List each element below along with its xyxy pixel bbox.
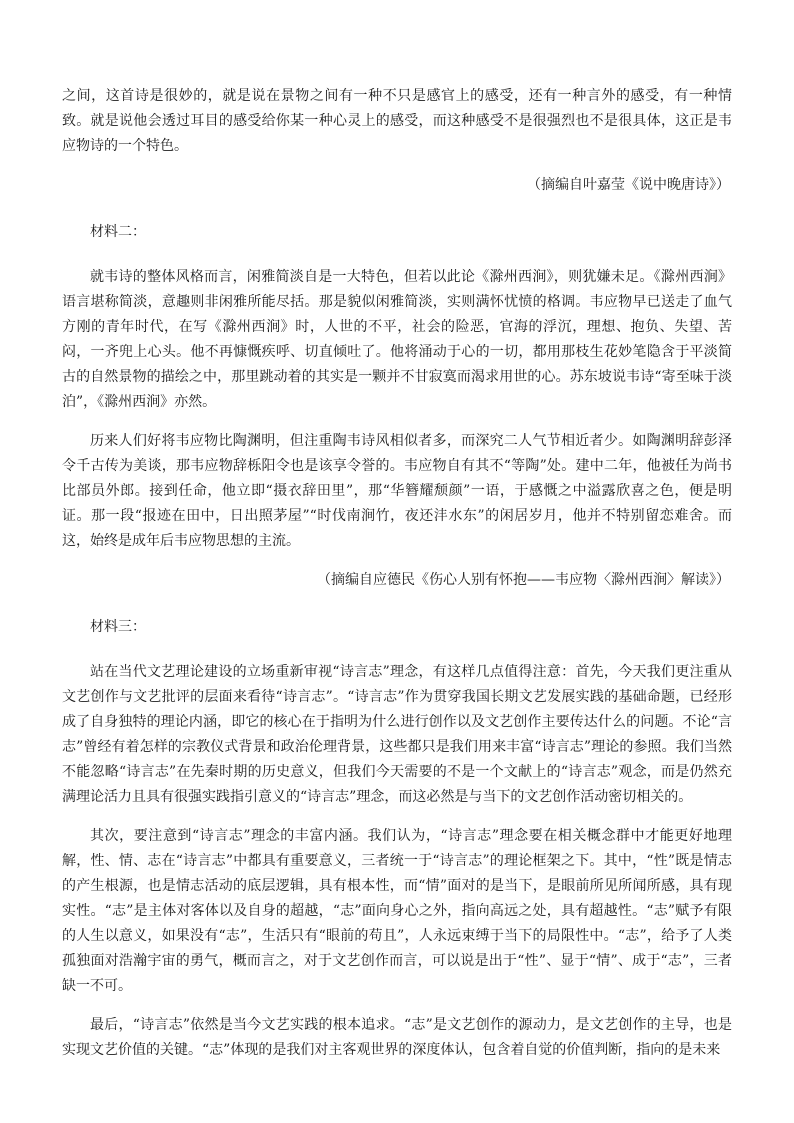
material-two-heading: 材料二：	[90, 224, 146, 240]
paragraph-style-analysis: 就韦诗的整体风格而言，闲雅简淡自是一大特色，但若以此论《滁州西涧》，则犹嫌未足。《滁州西涧》语言堪称简淡，意趣则非闲雅所能尽括。那是貌似闲雅简淡，实则满怀忧愤的格调。韦应物早已送走了血气方刚的青年时代，在写《滁州西涧》时，人世的不平，社会的险恶，官海的浮沉，理想、抱负、失望、苦闷，一齐兜上心头。他不再慷慨疾呼、切直倾吐了。他将涌动于心的一切，都用那枝生花妙笔隐含于平淡简古的自然景物的描绘之中，那里跳动着的其实是一颗并不甘寂寞而渴求用世的心。苏东坡说韦诗“寄至味于淡泊”，《滁州西涧》亦然。	[62, 269, 732, 410]
source-citation-2: （摘编自应德民《伤心人别有怀抱——韦应物〈滁州西涧〉解读》）	[317, 572, 730, 588]
material-three-heading: 材料三：	[90, 619, 146, 635]
paragraph-continuation: 之间，这首诗是很妙的，就是说在景物之间有一种不只是感官上的感受，还有一种言外的感受，有一种情致。就是说他会透过耳目的感受给你某一种心灵上的感受，而这种感受不是很强烈也不是很具体，这正是韦应物诗的一个特色。	[62, 88, 732, 154]
paragraph-final-point: 最后，“诗言志”依然是当今文艺实践的根本追求。“志”是文艺创作的源动力，是文艺创作的主导，也是实现文艺价值的关键。“志”体现的是我们对主客观世界的深度体认，包含着自觉的价值判断，指向的是未来	[62, 1017, 732, 1058]
source-citation-1: （摘编自叶嘉莹《说中晚唐诗》）	[527, 177, 730, 193]
paragraph-tao-comparison: 历来人们好将韦应物比陶渊明，但注重陶韦诗风相似者多，而深究二人气节相近者少。如陶渊明辞彭泽令千古传为美谈，那韦应物辞栎阳令也是该享令誉的。韦应物自有其不“等陶”处。建中二年，他被任为尚书比部员外郎。接到任命，他立即“摄衣辞田里”，那“华簪耀颓颜”一语，于感慨之中溢露欣喜之色，便是明证。那一段“报迹在田中，日出照茅屋”“时伐南涧竹，夜还沣水东”的闲居岁月，他并不特别留恋难舍。而这，始终是成年后韦应物思想的主流。	[62, 433, 732, 549]
paragraph-first-point: 站在当代文艺理论建设的立场重新审视“诗言志”理念，有这样几点值得注意：首先，今天我们更注重从文艺创作与文艺批评的层面来看待“诗言志”。“诗言志”作为贯穿我国长期文艺发展实践的基础命题，已经形成了自身独特的理论内涵，即它的核心在于指明为什么进行创作以及文艺创作主要传达什么的问题。不论“言志”曾经有着怎样的宗教仪式背景和政治伦理背景，这些都只是我们用来丰富“诗言志”理论的参照。我们当然不能忽略“诗言志”在先秦时期的历史意义，但我们今天需要的不是一个文献上的“诗言志”观念，而是仍然充满理论活力且具有很强实践指引意义的“诗言志”理念，而这必然是与当下的文艺创作活动密切相关的。	[62, 664, 732, 805]
paragraph-second-point: 其次，要注意到“诗言志”理念的丰富内涵。我们认为，“诗言志”理念要在相关概念群中才能更好地理解，性、情、志在“诗言志”中都具有重要意义，三者统一于“诗言志”的理论框架之下。其中，“性”既是情志的产生根源，也是情志活动的底层逻辑，具有根本性，而“情”面对的是当下，是眼前所见所闻所感，具有现实性。“志”是主体对客体以及自身的超越，“志”面向身心之外，指向高远之处，具有超越性。“志”赋予有限的人生以意义，如果没有“志”，生活只有“眼前的苟且”，人永远束缚于当下的局限性中。“志”，给予了人类孤独面对浩瀚宇宙的勇气，概而言之，对于文艺创作而言，可以说是出于“性”、显于“情”、成于“志”，三者缺一不可。	[62, 828, 732, 994]
